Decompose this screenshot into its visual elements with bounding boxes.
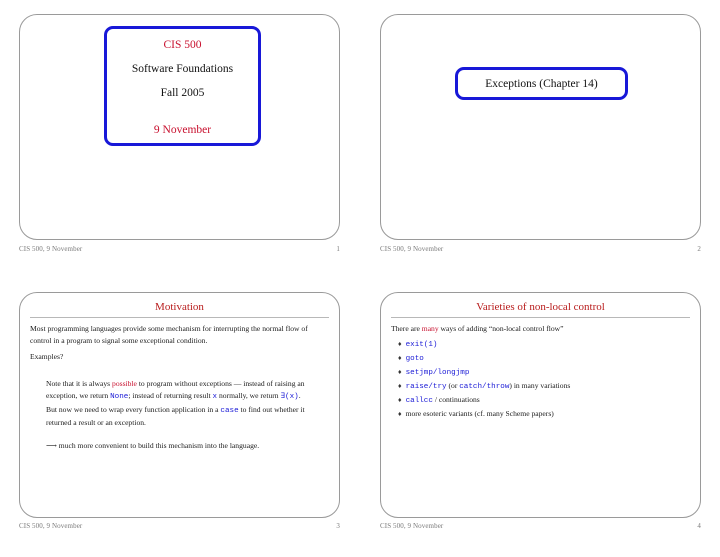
slide-2 [380,14,701,240]
code-catch-throw: catch/throw [459,383,510,391]
code-none: None [110,393,129,402]
title-rule [30,317,329,318]
bullet-text: more esoteric variants (cf. many Scheme papers) [405,409,554,418]
slide-3 [19,292,340,518]
slide-title: Motivation [155,301,204,313]
title-box [455,67,628,100]
paragraph-intro: Most programming languages provide some mechanism for interrupting the normal flow of control in a program to signal some exceptional condition. [30,324,308,346]
note-text: normally, we return [217,391,281,401]
note-text: Note that it is always [46,379,113,388]
diamond-bullet-icon: ♦ [398,368,402,376]
diamond-bullet-icon: ♦ [398,340,402,348]
bullet-text: / continuations [432,395,480,404]
paragraph-examples: Examples? [30,352,64,361]
diamond-bullet-icon: ♦ [398,396,402,404]
slide-4 [380,292,701,518]
note-text: ; instead of returning result [128,391,213,401]
footer-text: CIS 500, 9 November [19,245,83,253]
paragraph-note [46,378,308,429]
page-number: 2 [697,245,701,253]
list-item [398,366,469,379]
note-highlight: possible [112,379,137,388]
title-box [104,26,261,146]
slide-1 [19,14,340,240]
intro-text: ways of adding “non-local control flow” [438,324,564,333]
code-exit: exit(1) [405,341,438,349]
slide-title: Varieties of non-local control [476,301,605,313]
paragraph-intro [391,323,691,335]
code-goto: goto [405,355,424,363]
list-item [398,380,570,393]
code-raise-try: raise/try [405,383,447,391]
note-text: . But now we need to wrap every function application in a [46,391,301,414]
course-code: CIS 500 [163,39,202,51]
code-callcc: callcc [405,397,433,405]
diamond-bullet-icon: ♦ [398,382,402,390]
bullet-text: (or [446,381,460,390]
code-setjmp: setjmp/longjmp [405,369,470,377]
slide-3-footer [19,522,340,530]
list-item [398,408,554,420]
code-x: x [212,393,218,402]
list-item [398,394,480,407]
note-text: to find out whether it returned a result or an exception. [46,404,305,427]
bullet-text: ) in many variations [509,381,571,390]
slide-1-footer [19,245,340,253]
page-number: 1 [336,245,340,253]
title-rule [391,317,690,318]
diamond-bullet-icon: ♦ [398,410,402,418]
intro-text: There are [391,324,422,333]
course-term: Fall 2005 [160,87,205,99]
slide-4-footer [380,522,701,530]
footer-text: CIS 500, 9 November [380,245,444,253]
paragraph-conclusion: ⟶ much more convenient to build this mechanism into the language. [46,441,260,450]
slide-2-footer [380,245,701,253]
footer-text: CIS 500, 9 November [380,522,444,530]
page-number: 4 [697,522,701,530]
list-item [398,338,437,351]
diamond-bullet-icon: ♦ [398,354,402,362]
page-number: 3 [336,522,340,530]
course-subject: Software Foundations [131,63,234,75]
note-text: to program without exceptions — instead of raising an exception, we return [46,379,305,401]
intro-highlight: many [421,324,439,333]
lecture-date: 9 November [153,124,212,136]
code-some-x: ∃(x) [280,393,299,402]
slide-title: Exceptions (Chapter 14) [485,78,598,90]
footer-text: CIS 500, 9 November [19,522,83,530]
code-case: case [220,406,239,415]
list-item [398,352,424,365]
